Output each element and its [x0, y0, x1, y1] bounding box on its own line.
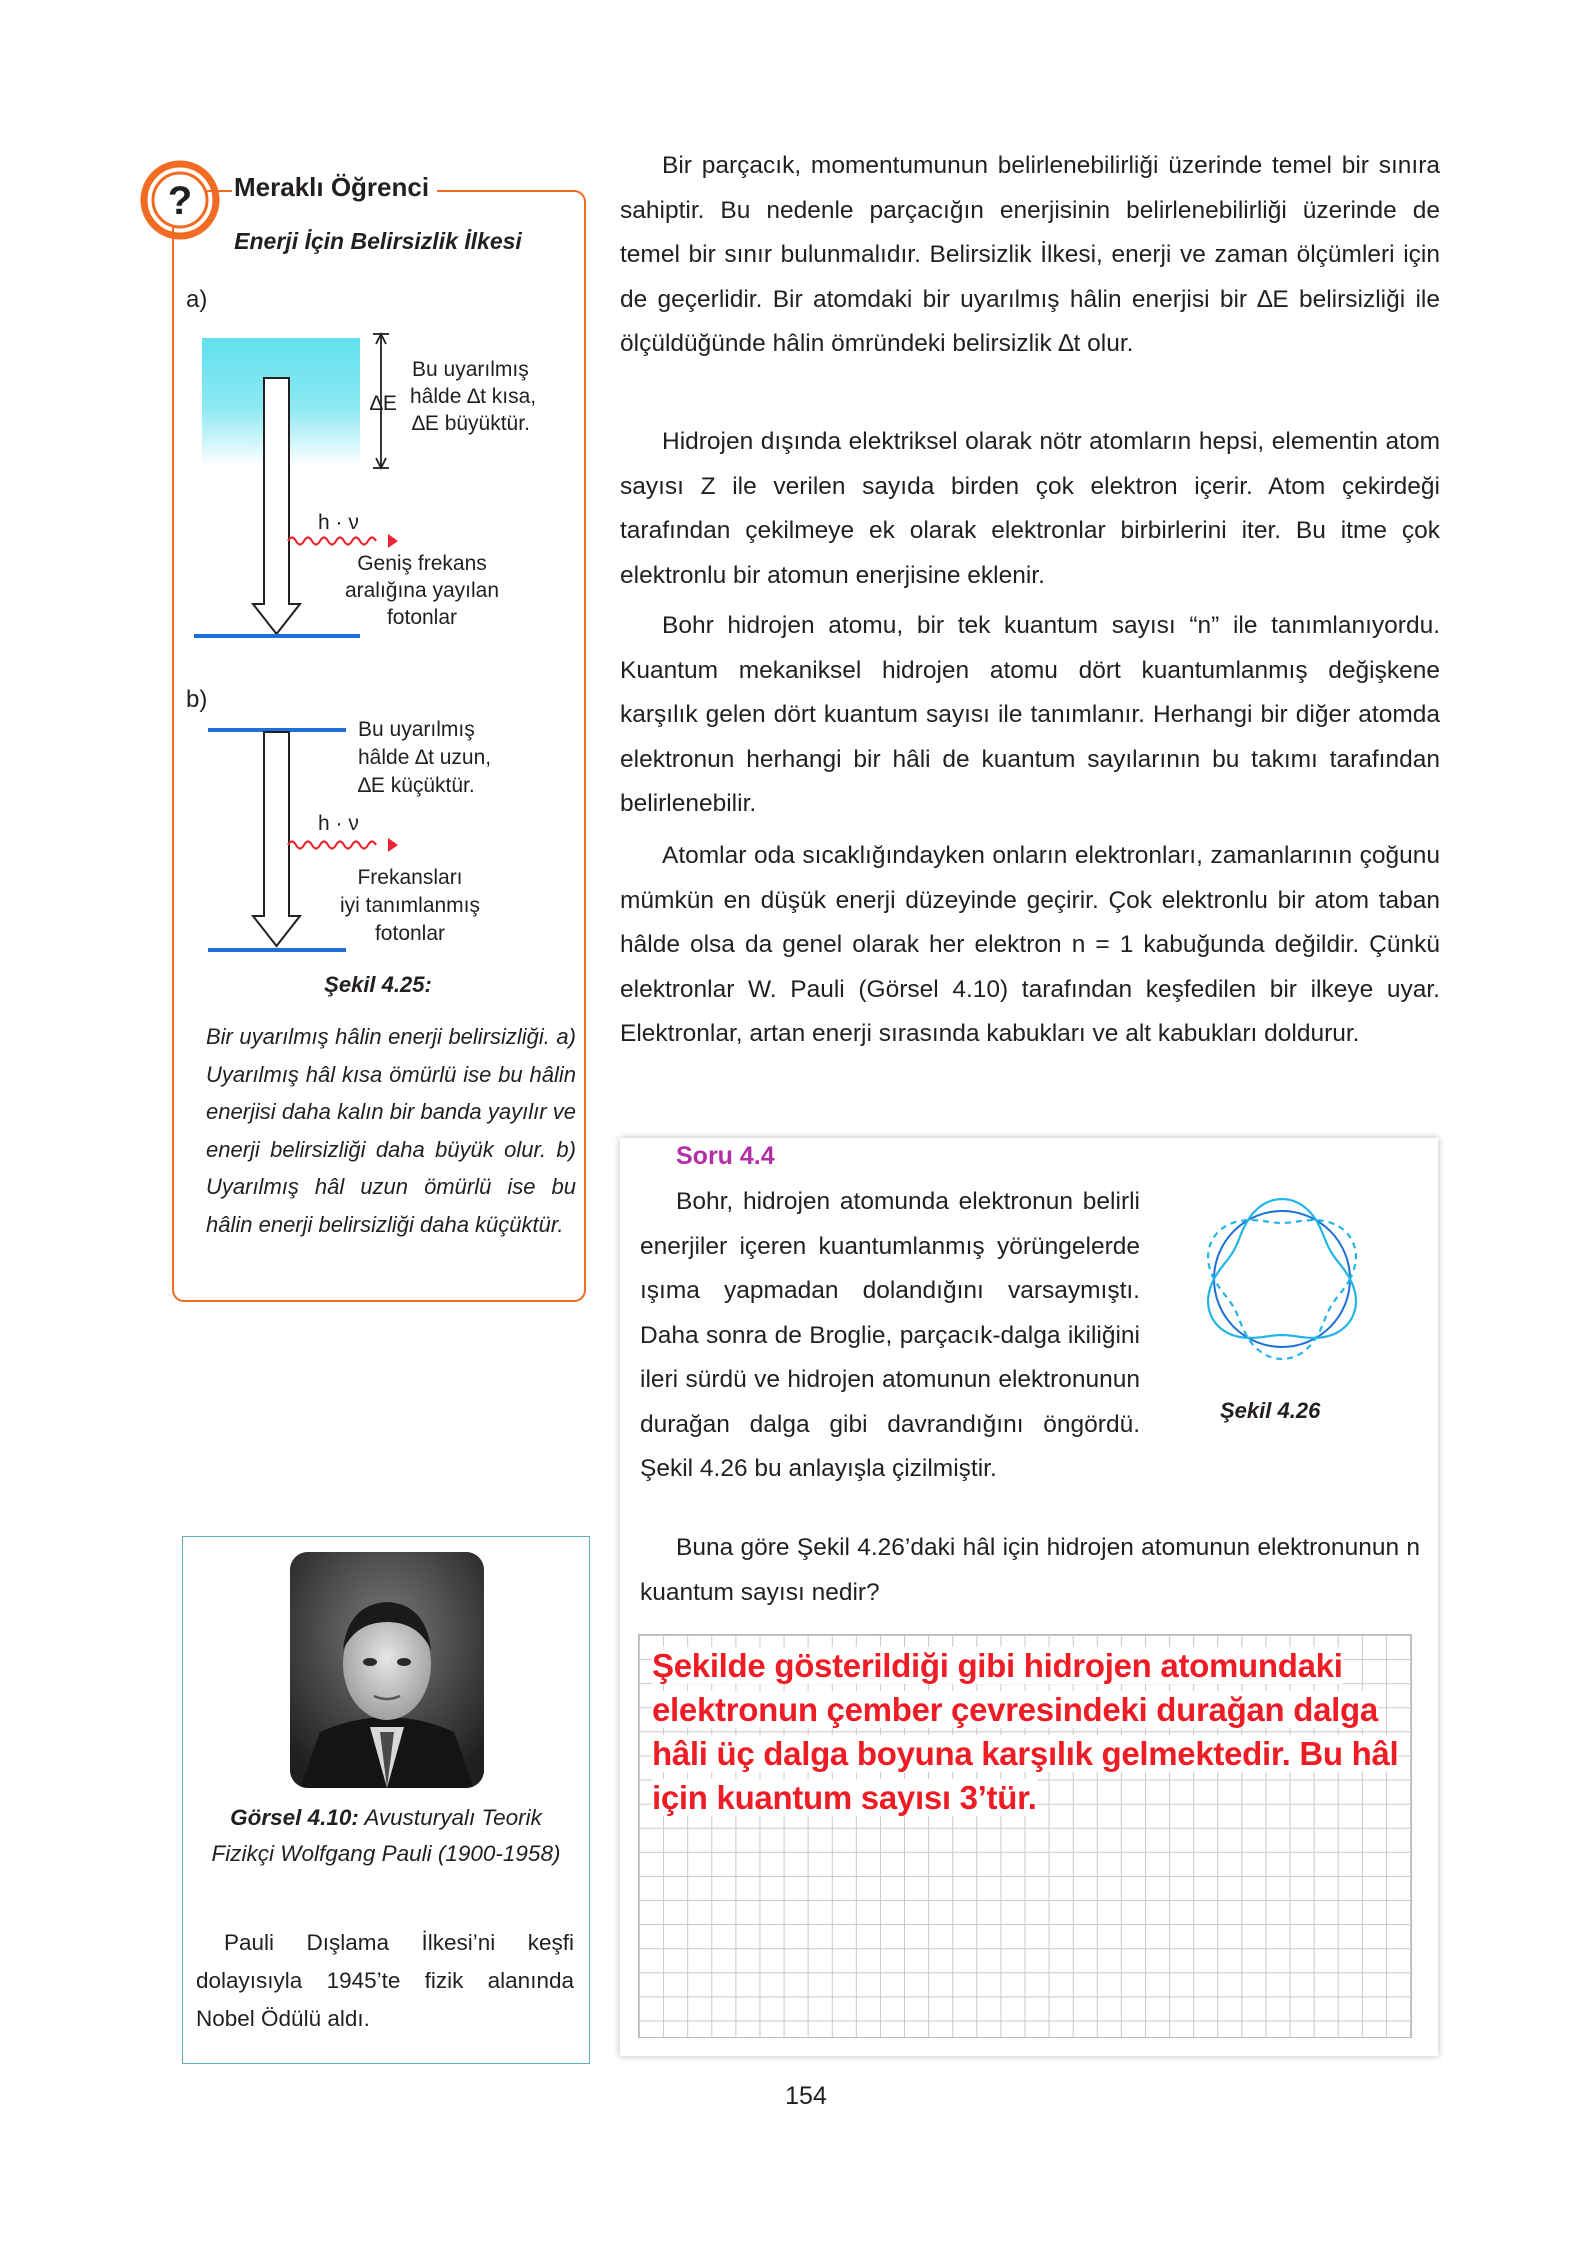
- note-b-line1: Bu uyarılmış: [358, 718, 475, 741]
- pauli-text: Pauli Dışlama İlkesi’ni keşfi dolayısıyla 1945’te fizik alanında Nobel Ödülü aldı.: [196, 1930, 574, 2031]
- svg-text:?: ?: [167, 179, 193, 223]
- diagram-b-label: b): [186, 686, 208, 713]
- hv-label-b: h · ν: [318, 812, 359, 835]
- page-number: 154: [785, 2082, 827, 2110]
- delta-e-label: ∆E: [370, 392, 397, 415]
- standing-wave-orbit-icon: [1178, 1194, 1386, 1364]
- figure-caption: Bir uyarılmış hâlin enerji belirsizliği. a) Uyarılmış hâl kısa ömürlü ise bu hâlin enerjisi daha kalın bir banda yayılır ve enerji belirsizliği daha büyük olur. b) Uyarılmış hâl uzun ömürlü ise bu hâlin enerji belirsizliği daha küçüktür.: [206, 1024, 576, 1237]
- box-subtitle: Enerji İçin Belirsizlik İlkesi: [234, 228, 522, 254]
- hv-label-a: h · ν: [318, 511, 359, 534]
- paragraph-4: Atomlar oda sıcaklığındayken onların elektronları, zamanlarının çoğunu mümkün en düşük enerji düzeyinde geçirir. Çok elektronlu bir atom taban hâlde olsa da genel olarak her elektron n = 1 kabuğunda değildir. Çünkü elektronlar W. Pauli (Görsel 4.10) tarafından keşfedilen bir ilkeye uyar. Elektronlar, artan enerji sırasında kabukları ve alt kabukları doldurur.: [620, 842, 1440, 1047]
- figure-label: Şekil 4.25:: [324, 972, 432, 997]
- energy-diagram: [0, 0, 600, 980]
- question-title: Soru 4.4: [676, 1142, 775, 1170]
- pauli-portrait: [290, 1552, 484, 1788]
- question-text: Bohr, hidrojen atomunda elektronun belirli enerjiler içeren kuantumlanmış yörüngelerde ışıma yapmadan dolandığını varsaymıştı. Daha sonra de Broglie, parçacık-dalga ikiliğini ileri sürdü ve hidrojen atomunun elektronunun durağan dalga gibi davrandığını öngördü. Şekil 4.26 bu anlayışla çizilmiştir.: [640, 1188, 1140, 1482]
- note-a-line1: Bu uyarılmış: [412, 358, 529, 381]
- photons-b-line2: iyi tanımlanmış: [339, 894, 481, 917]
- note-b-line2: hâlde ∆t uzun,: [358, 746, 492, 769]
- paragraph-3: Bohr hidrojen atomu, bir tek kuantum sayısı “n” ile tanımlanıyordu. Kuantum mekaniksel hidrojen atomu dört kuantumlanmış değişkene karşılık gelen dört kuantum sayısı ile tanımlanır. Herhangi bir diğer atomda elektronun herhangi bir hâli de kuantum sayılarının bu takımı tarafından belirlenebilir.: [620, 612, 1440, 817]
- paragraph-2: Hidrojen dışında elektriksel olarak nötr atomların hepsi, elementin atom sayısı Z ile verilen sayıda birden çok elektron içerir. Atom çekirdeği tarafından çekilmeye ek olarak elektronlar birbirlerini iter. Bu itme çok elektronlu bir atomun enerjisine eklenir.: [620, 428, 1440, 589]
- note-a-line3: ∆E büyüktür.: [412, 412, 530, 435]
- photo-caption: [196, 1800, 576, 1872]
- photons-a-line2: aralığına yayılan: [344, 579, 500, 602]
- photons-a-line3: fotonlar: [386, 606, 458, 629]
- photo-caption-label: Görsel 4.10:: [230, 1805, 359, 1830]
- diagram-a-label: a): [186, 286, 208, 313]
- paragraph-1: Bir parçacık, momentumunun belirlenebilirliği üzerinde temel bir sınıra sahiptir. Bu nedenle parçacığın enerjisinin belirlenebilirliği üzerinde de temel bir sınır bulunmalıdır. Belirsizlik İlkesi, enerji ve zaman ölçümleri için de geçerlidir. Bir atomdaki bir uyarılmış hâlin enerjisi bir ∆E belirsizliği ile ölçüldüğünde hâlin ömründeki belirsizlik ∆t olur.: [620, 152, 1440, 357]
- photons-b-line3: fotonlar: [374, 922, 446, 945]
- question-prompt: Buna göre Şekil 4.26’daki hâl için hidrojen atomunun elektronunun n kuantum sayısı nedir?: [640, 1534, 1420, 1606]
- photons-a-line1: Geniş frekans: [357, 552, 487, 575]
- photon-wave-icon: [288, 842, 376, 849]
- note-a-line2: hâlde ∆t kısa,: [410, 385, 537, 408]
- arrowhead-icon: [388, 534, 398, 548]
- photons-b-line1: Frekansları: [357, 866, 463, 889]
- answer-text-content: Şekilde gösterildiği gibi hidrojen atomundaki elektronun çember çevresindeki durağan dalga hâli üç dalga boyuna karşılık gelmektedir. Bu hâl için kuantum sayısı 3’tür.: [652, 1647, 1399, 1816]
- note-b-line3: ∆E küçüktür.: [358, 774, 475, 797]
- photon-wave-icon: [288, 538, 376, 545]
- arrowhead-icon: [388, 838, 398, 852]
- photo-caption-text: Avusturyalı Teorik Fizikçi Wolfgang Pauli (1900-1958): [211, 1805, 561, 1866]
- answer-text: [652, 1644, 1412, 1820]
- box-title: Meraklı Öğrenci: [232, 172, 437, 203]
- question-figure-label: Şekil 4.26: [1220, 1398, 1321, 1423]
